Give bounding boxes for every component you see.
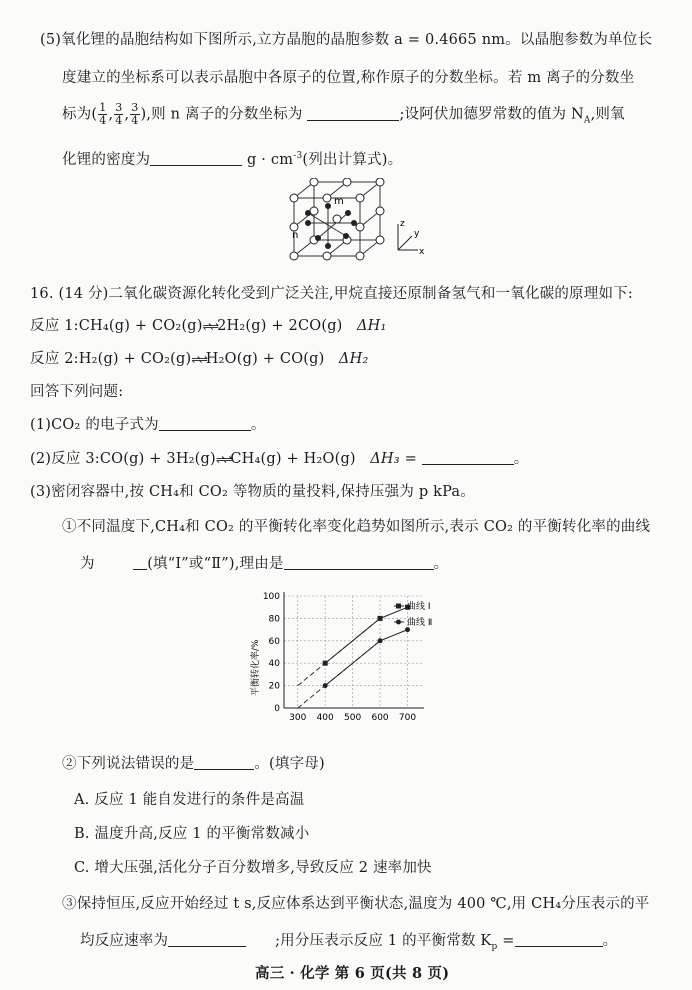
q5-line-1: (5)氧化锂的晶胞结构如下图所示,立方晶胞的晶胞参数 a = 0.4665 nm。以晶胞参数为单位长 bbox=[40, 32, 653, 48]
option-c: C. 增大压强,活化分子百分数增多,导致反应 2 速率加快 bbox=[74, 860, 432, 876]
q5-text: ),则 n 离子的分数坐标为 bbox=[140, 106, 303, 123]
conversion-rate-chart bbox=[244, 586, 454, 728]
series-line-2 bbox=[325, 630, 407, 686]
legend-marker bbox=[396, 620, 401, 625]
q16-part-3: (3)密闭容器中,按 CH₄和 CO₂ 等物质的量投料,保持压强为 p kPa。 bbox=[30, 484, 475, 500]
x-tick-label: 300 bbox=[289, 713, 307, 723]
q5-line-4: 化锂的密度为 $g \cdot cm^{-3}$(列出计算式)。 bbox=[62, 151, 403, 168]
answer-blank-reason[interactable] bbox=[284, 555, 434, 570]
chart-grid bbox=[284, 596, 424, 708]
equilibrium-arrow-icon: ⇌⇌ bbox=[215, 453, 231, 466]
series-line-1 bbox=[325, 607, 407, 663]
option-b: B. 温度升高,反应 1 的平衡常数减小 bbox=[74, 826, 310, 842]
label-m: m bbox=[334, 196, 344, 207]
q16-intro: 16. (14 分)二氧化碳资源化转化受到广泛关注,甲烷直接还原制备氢气和一氧化碳的原理如下: bbox=[30, 286, 633, 302]
q5-text: 标为( bbox=[62, 106, 98, 123]
dashed-segment bbox=[298, 686, 325, 708]
fraction-3: $\frac{3}{4}$ bbox=[131, 101, 139, 127]
option-a: A. 反应 1 能自发进行的条件是高温 bbox=[74, 792, 305, 808]
crystal-cell-figure bbox=[288, 178, 428, 262]
q16-sub-1-line-1: ①不同温度下,CH₄和 CO₂ 的平衡转化率变化趋势如图所示,表示 CO₂ 的平衡转化率的曲线 bbox=[62, 519, 651, 535]
legend-label: 曲线 Ⅱ bbox=[407, 618, 433, 628]
fraction-1: $\frac{1}{4}$ bbox=[99, 101, 107, 127]
legend-label: 曲线 I bbox=[407, 602, 431, 612]
q16-sub-3-line-2: 均反应速率为 ;用分压表示反应 1 的平衡常数 $K_p$ = 。 bbox=[80, 933, 618, 952]
q16-sub-1-line-2: 为 (填“Ⅰ”或“Ⅱ”),理由是 。 bbox=[80, 556, 449, 572]
data-point bbox=[323, 683, 328, 688]
x-tick-label: 600 bbox=[371, 713, 389, 723]
q16-part-2: (2)反应 3:CO(g) + 3H₂(g)⇌⇌CH₄(g) + H₂O(g) ΔH₃ = 。 bbox=[30, 451, 529, 467]
data-point bbox=[378, 616, 383, 621]
chart-ylabel: 平衡转化率/% bbox=[251, 639, 261, 696]
axis-y-label: y bbox=[414, 229, 420, 239]
equilibrium-arrow-icon: ⇌⇌ bbox=[202, 320, 218, 333]
y-tick-label: 100 bbox=[262, 592, 280, 602]
y-tick-label: 80 bbox=[268, 614, 280, 625]
axis-z-label: z bbox=[400, 219, 405, 229]
x-tick-label: 400 bbox=[316, 713, 334, 723]
legend-marker bbox=[396, 604, 401, 609]
q16-ask: 回答下列问题: bbox=[30, 384, 124, 400]
answer-blank-curve[interactable] bbox=[133, 555, 147, 570]
x-tick-label: 500 bbox=[344, 713, 362, 723]
answer-blank-n-coordinate[interactable] bbox=[307, 106, 399, 121]
answer-blank-wrong-statement[interactable] bbox=[194, 755, 254, 770]
axis-x-label: x bbox=[419, 247, 425, 257]
answer-blank-density[interactable] bbox=[150, 151, 242, 166]
answer-blank-delta-h3[interactable] bbox=[422, 450, 514, 465]
q16-sub-2: ②下列说法错误的是 。(填字母) bbox=[62, 756, 325, 772]
x-tick-label: 700 bbox=[398, 713, 417, 723]
dashed-segment bbox=[298, 663, 325, 685]
q16-sub-3-line-1: ③保持恒压,反应开始经过 t s,反应体系达到平衡状态,温度为 400 ℃,用 CH₄分压表示的平 bbox=[62, 896, 650, 912]
answer-blank-electron-formula[interactable] bbox=[159, 416, 251, 431]
y-tick-label: 0 bbox=[274, 704, 280, 714]
page-footer: 高三 · 化学 第 6 页(共 8 页) bbox=[255, 965, 450, 982]
y-tick-label: 20 bbox=[268, 681, 280, 692]
label-n: n bbox=[292, 230, 299, 241]
fraction-2: $\frac{3}{4}$ bbox=[115, 101, 123, 127]
data-point bbox=[323, 661, 328, 666]
q5-line-2: 度建立的坐标系可以表示晶胞中各原子的位置,称作原子的分数坐标。若 m 离子的分数坐 bbox=[62, 70, 635, 86]
y-tick-label: 40 bbox=[268, 659, 280, 670]
reaction-1: 反应 1:CH₄(g) + CO₂(g)⇌⇌2H₂(g) + 2CO(g) ΔH₁ bbox=[30, 318, 387, 334]
answer-blank-kp[interactable] bbox=[515, 932, 603, 947]
data-point bbox=[378, 638, 383, 643]
answer-blank-rate[interactable] bbox=[168, 932, 246, 947]
q5-line-3: 标为( $\frac{1}{4}$ , $\frac{3}{4}$ , $\frac{3}{4}$ ),则 n 离子的分数坐标为 ;设阿伏加德罗常数的值为 $N_A$,则氧 bbox=[62, 101, 625, 127]
q16-part-1: (1)CO₂ 的电子式为 。 bbox=[30, 417, 266, 433]
reaction-2: 反应 2:H₂(g) + CO₂(g)⇌⇌H₂O(g) + CO(g) ΔH₂ bbox=[30, 351, 369, 367]
y-tick-label: 60 bbox=[268, 636, 280, 647]
equilibrium-arrow-icon: ⇌⇌ bbox=[191, 353, 206, 366]
